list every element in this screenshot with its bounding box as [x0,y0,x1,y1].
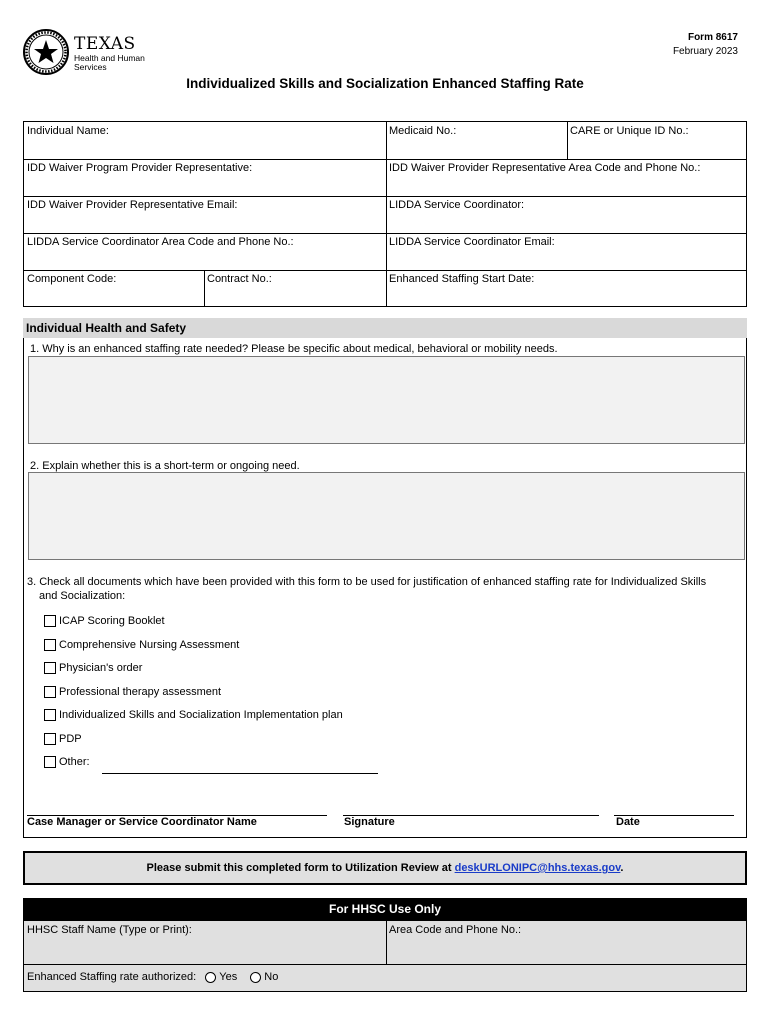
question-3: 3. Check all documents which have been provided with this form to be used for justification of enhanced staffing rate for Individualized Skills [27,576,707,588]
texas-hhs-logo [22,28,152,78]
checkbox-icon[interactable] [44,615,56,627]
yes-radio[interactable] [205,972,216,983]
hhsc-section [23,920,747,992]
question-2-textarea[interactable] [28,472,745,560]
question-2: 2. Explain whether this is a short-term or ongoing need. [30,460,300,472]
checkbox-icon[interactable] [44,733,56,745]
date-label: Date [616,816,640,828]
checkbox-icon[interactable] [44,709,56,721]
signature-label: Signature [344,816,395,828]
page-title: Individualized Skills and Socialization Enhanced Staffing Rate [186,76,584,91]
lidda-email-field[interactable]: LIDDA Service Coordinator Email: [389,236,555,248]
doc-icap-booklet[interactable]: ICAP Scoring Booklet [44,613,165,629]
other-input-line[interactable] [102,773,378,774]
question-1-textarea[interactable] [28,356,745,444]
doc-pdp[interactable]: PDP [44,731,82,747]
hhsc-staff-name-field[interactable]: HHSC Staff Name (Type or Print): [27,924,192,936]
submit-email-link[interactable]: deskURLONIPC@hhs.texas.gov [454,862,621,874]
doc-therapy-assessment[interactable]: Professional therapy assessment [44,684,221,700]
checkbox-icon[interactable] [44,686,56,698]
submit-instructions: Please submit this completed form to Utilization Review at deskURLONIPC@hhs.texas.gov. [23,851,747,885]
provider-rep-email-field[interactable]: IDD Waiver Provider Representative Email: [27,199,238,211]
lidda-phone-field[interactable]: LIDDA Service Coordinator Area Code and Phone No.: [27,236,294,248]
health-safety-heading: Individual Health and Safety [23,318,747,338]
provider-rep-phone-field[interactable]: IDD Waiver Provider Representative Area Code and Phone No.: [389,162,701,174]
individual-name-field[interactable]: Individual Name: [27,125,109,137]
contract-no-field[interactable]: Contract No.: [207,273,272,285]
checkbox-icon[interactable] [44,639,56,651]
provider-rep-field[interactable]: IDD Waiver Program Provider Representative: [27,162,253,174]
component-code-field[interactable]: Component Code: [27,273,117,285]
rate-authorized-row: Enhanced Staffing rate authorized: Yes No [27,971,279,983]
care-id-field[interactable]: CARE or Unique ID No.: [570,125,689,137]
no-radio[interactable] [250,972,261,983]
individual-info-table [23,121,747,307]
checkbox-icon[interactable] [44,756,56,768]
logo-texas-text: TEXAS [74,34,136,54]
health-safety-section [23,338,747,838]
lidda-coordinator-field[interactable]: LIDDA Service Coordinator: [389,199,525,211]
texas-seal-icon [22,28,70,76]
hhsc-heading: For HHSC Use Only [23,898,747,920]
question-1: 1. Why is an enhanced staffing rate needed? Please be specific about medical, behavioral or mobility needs. [30,343,558,355]
form-number: Form 8617 [687,32,738,43]
doc-nursing-assessment[interactable]: Comprehensive Nursing Assessment [44,637,239,653]
form-date: February 2023 [672,46,738,57]
medicaid-no-field[interactable]: Medicaid No.: [389,125,457,137]
doc-implementation-plan[interactable]: Individualized Skills and Socialization Implementation plan [44,707,343,723]
checkbox-icon[interactable] [44,662,56,674]
question-3-continued: and Socialization: [39,590,126,602]
name-label: Case Manager or Service Coordinator Name [27,816,257,828]
doc-other[interactable]: Other: [44,754,90,770]
start-date-field[interactable]: Enhanced Staffing Start Date: [389,273,535,285]
hhsc-phone-field[interactable]: Area Code and Phone No.: [389,924,522,936]
doc-physicians-order[interactable]: Physician's order [44,660,142,676]
logo-agency-text: Health and Human Services [74,53,145,72]
